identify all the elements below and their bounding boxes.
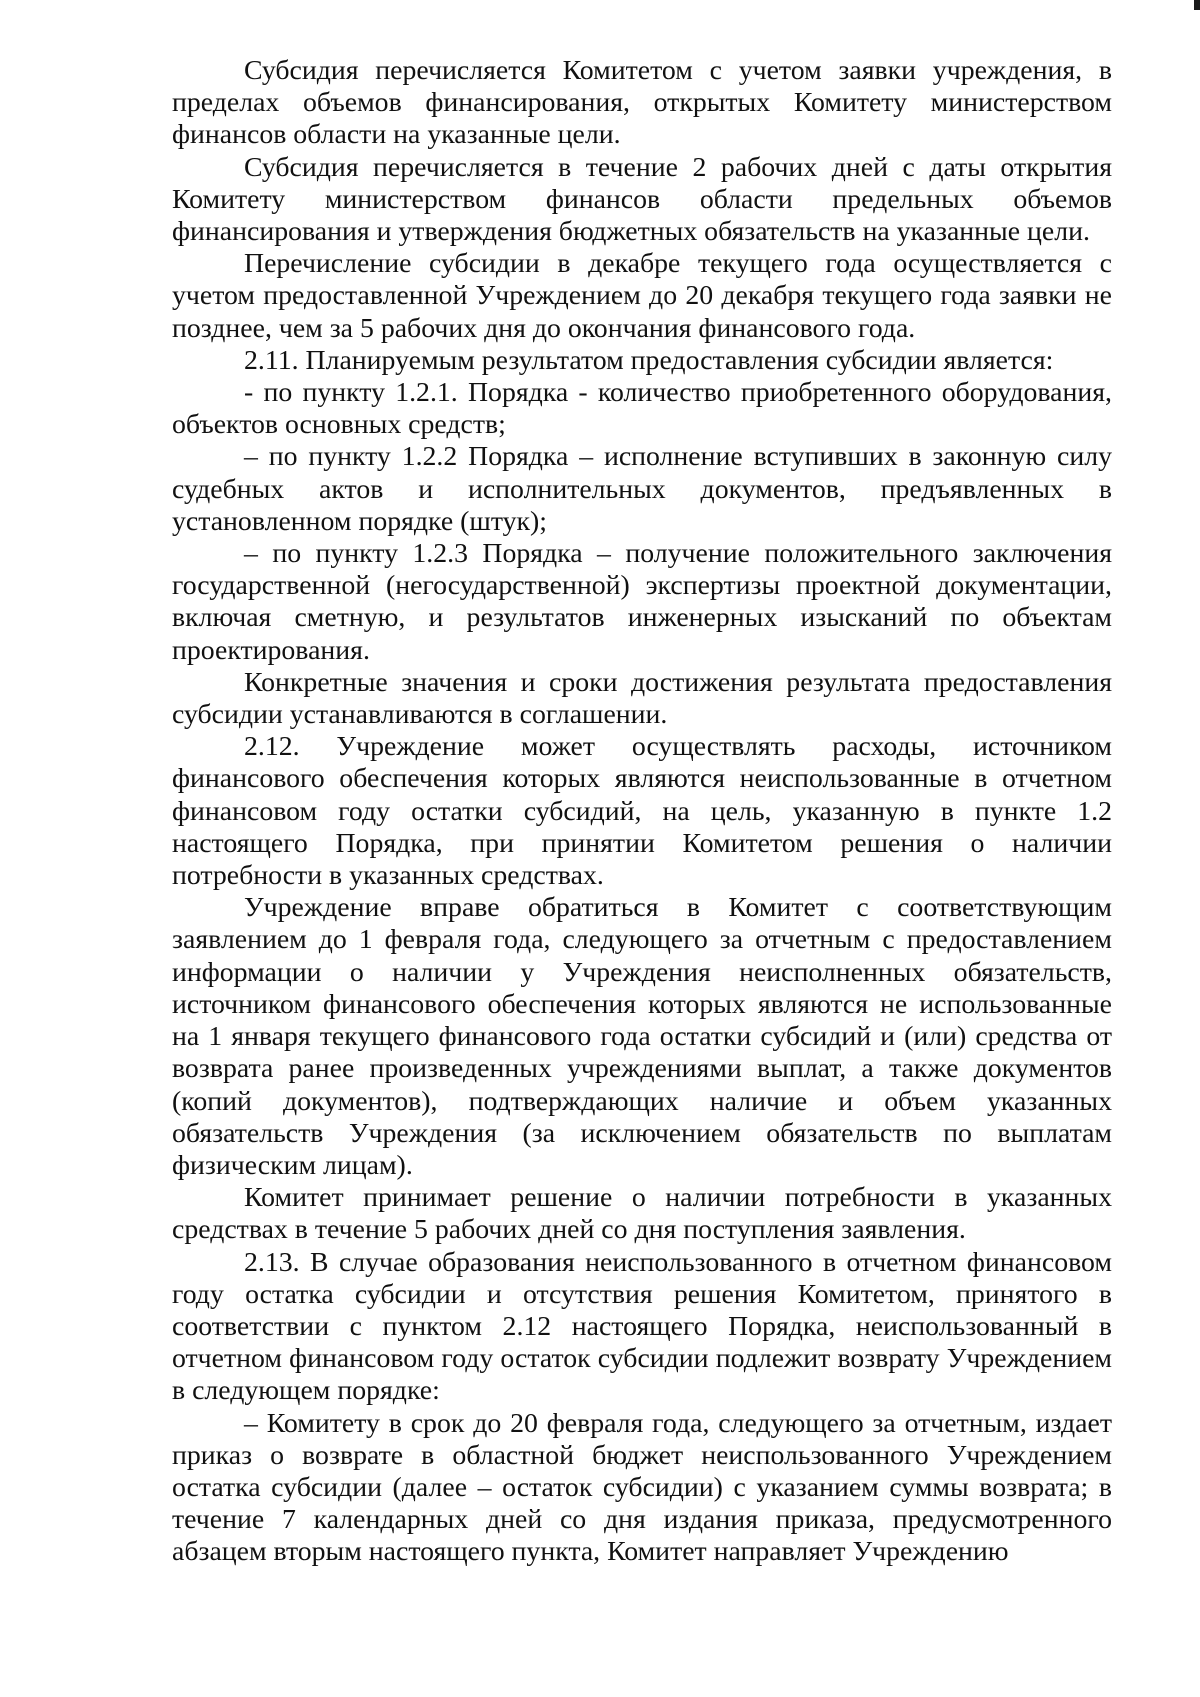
paragraph-institution-application: Учреждение вправе обратиться в Комитет с соответствующим заявлением до 1 февраля года, следующего за отчетным с предоставлением информации о наличии у Учреждения неисполненных обязательств, источником финансового обеспечения которых являются не использованные на 1 января текущего финансового года остатки субсидий и (или) средства от возврата ранее произведенных учреждениями выплат, а также документов (копий документов), подтверждающих наличие и объем указанных обязательств Учреждения (за исключением обязательств по выплатам физическим лицам).: [172, 892, 1112, 1181]
paragraph-december-transfer: Перечисление субсидии в декабре текущего года осуществляется с учетом предоставленной Учреждением до 20 декабря текущего года заявки не позднее, чем за 5 рабочих дня до окончания финансового года.: [172, 248, 1112, 344]
paragraph-result-item-1-2-3: – по пункту 1.2.3 Порядка – получение положительного заключения государственной (негосударственной) экспертизы проектной документации, включая сметную, и результатов инженерных изысканий по объектам проектирования.: [172, 538, 1112, 666]
document-body: [172, 55, 1112, 1569]
paragraph-2-13: 2.13. В случае образования неиспользованного в отчетном финансовом году остатка субсидии и отсутствия решения Комитетом, принятого в соответствии с пунктом 2.12 настоящего Порядка, неиспользованный в отчетном финансовом году остаток субсидии подлежит возврату Учреждением в следующем порядке:: [172, 1246, 1112, 1407]
paragraph-subsidy-transfer-request: Субсидия перечисляется Комитетом с учетом заявки учреждения, в пределах объемов финансирования, открытых Комитету министерством финансов области на указанные цели.: [172, 55, 1112, 151]
paragraph-2-11-heading: 2.11. Планируемым результатом предоставления субсидии является:: [244, 344, 1054, 376]
paragraph-subsidy-transfer-timing: Субсидия перечисляется в течение 2 рабочих дней с даты открытия Комитету министерством финансов области предельных объемов финансирования и утверждения бюджетных обязательств на указанные цели.: [172, 151, 1112, 248]
paragraph-committee-decision: Комитет принимает решение о наличии потребности в указанных средствах в течение 5 рабочих дней со дня поступления заявления.: [172, 1182, 1112, 1246]
paragraph-result-values-agreement: Конкретные значения и сроки достижения результата предоставления субсидии устанавливаются в соглашении.: [172, 666, 1112, 731]
paragraph-result-item-1-2-2: – по пункту 1.2.2 Порядка – исполнение вступивших в законную силу судебных актов и исполнительных документов, предъявленных в установленном порядке (штук);: [172, 441, 1112, 537]
paragraph-2-12: 2.12. Учреждение может осуществлять расходы, источником финансового обеспечения которых являются неиспользованные в отчетном финансовом году остатки субсидий, на цель, указанную в пункте 1.2 настоящего Порядка, при принятии Комитетом решения о наличии потребности в указанных средствах.: [172, 731, 1112, 892]
paragraph-result-item-1-2-1: - по пункту 1.2.1. Порядка - количество приобретенного оборудования, объектов основных средств;: [172, 377, 1112, 441]
paragraph-committee-order: – Комитету в срок до 20 февраля года, следующего за отчетным, издает приказ о возврате в областной бюджет неиспользованного Учреждением остатка субсидии (далее – остаток субсидии) с указанием суммы возврата; в течение 7 календарных дней со дня издания приказа, предусмотренного абзацем вторым настоящего пункта, Комитет направляет Учреждению: [172, 1407, 1112, 1568]
